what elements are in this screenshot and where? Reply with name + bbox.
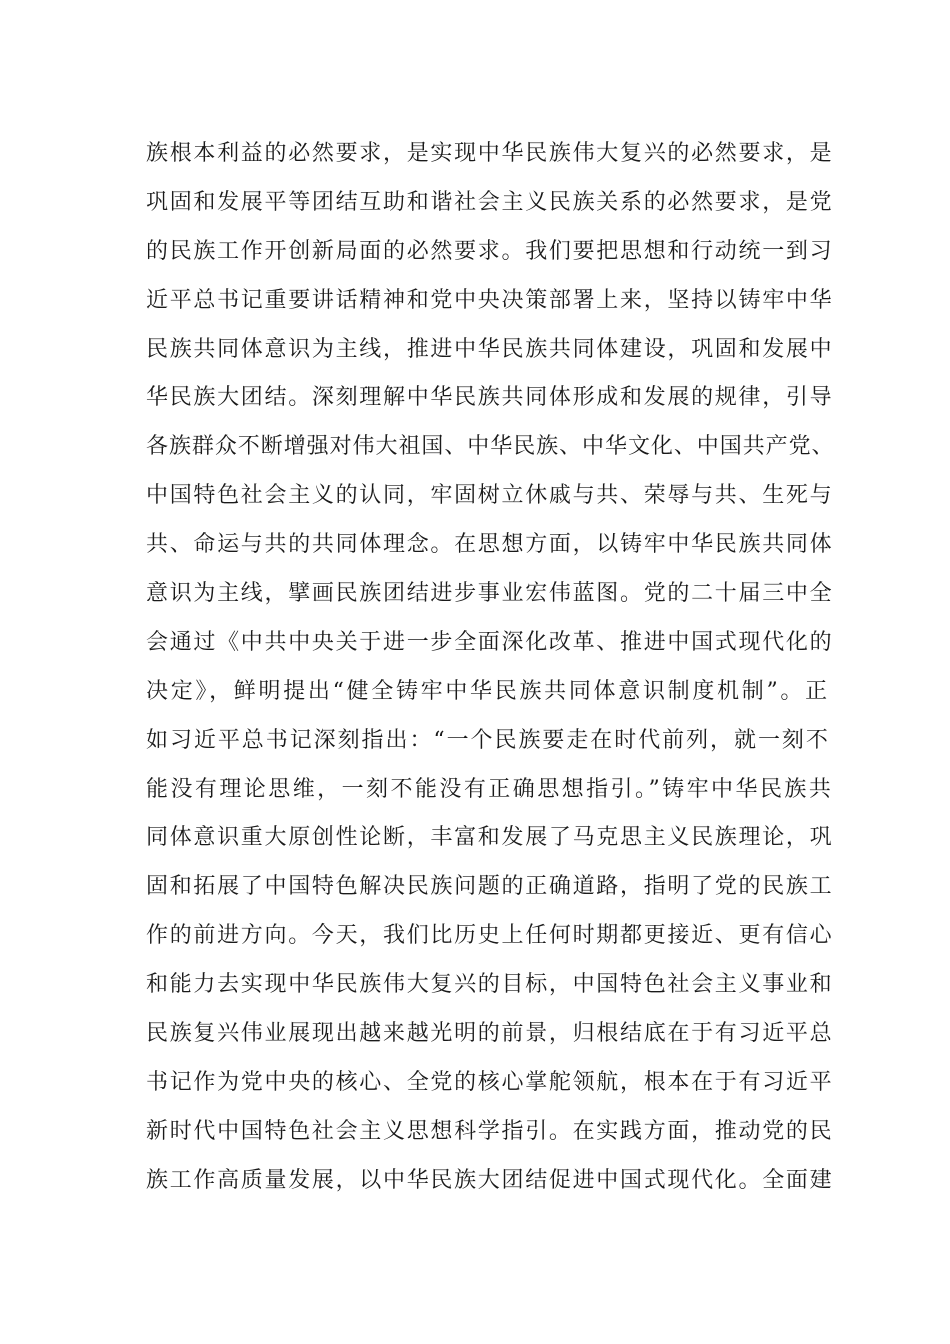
text-line: 各族群众不断增强对伟大祖国、中华民族、中华文化、中国共产党、 — [146, 434, 835, 460]
text-line: 会通过《中共中央关于进一步全面深化改革、推进中国式现代化的 — [146, 629, 834, 655]
text-line: 华民族大团结。深刻理解中华民族共同体形成和发展的规律，引导 — [146, 385, 834, 411]
text-line: 共、命运与共的共同体理念。在思想方面，以铸牢中华民族共同体 — [146, 532, 834, 558]
text-line: 作的前进方向。今天，我们比历史上任何时期都更接近、更有信心 — [146, 923, 834, 949]
text-line: 中国特色社会主义的认同，牢固树立休戚与共、荣辱与共、生死与 — [146, 483, 834, 509]
body-paragraph — [146, 130, 835, 1206]
text-line: 新时代中国特色社会主义思想科学指引。在实践方面，推动党的民 — [146, 1118, 834, 1144]
text-line: 固和拓展了中国特色解决民族问题的正确道路，指明了党的民族工 — [146, 874, 834, 900]
text-line: 意识为主线，擘画民族团结进步事业宏伟蓝图。党的二十届三中全 — [146, 581, 834, 607]
text-line: 族工作高质量发展，以中华民族大团结促进中国式现代化。全面建 — [146, 1167, 834, 1193]
text-line: 决定》，鲜明提出“健全铸牢中华民族共同体意识制度机制”。正 — [146, 678, 830, 704]
text-line: 近平总书记重要讲话精神和党中央决策部署上来，坚持以铸牢中华 — [146, 287, 834, 313]
text-line: 同体意识重大原创性论断，丰富和发展了马克思主义民族理论，巩 — [146, 825, 834, 851]
text-line: 和能力去实现中华民族伟大复兴的目标，中国特色社会主义事业和 — [146, 972, 834, 998]
text-line: 如习近平总书记深刻指出：“一个民族要走在时代前列，就一刻不 — [146, 727, 830, 753]
text-line: 民族共同体意识为主线，推进中华民族共同体建设，巩固和发展中 — [146, 336, 834, 362]
text-line: 巩固和发展平等团结互助和谐社会主义民族关系的必然要求，是党 — [146, 189, 834, 215]
text-line: 书记作为党中央的核心、全党的核心掌舵领航，根本在于有习近平 — [146, 1069, 834, 1095]
text-line: 民族复兴伟业展现出越来越光明的前景，归根结底在于有习近平总 — [146, 1021, 834, 1047]
text-line: 能没有理论思维，一刻不能没有正确思想指引。”铸牢中华民族共 — [146, 776, 834, 802]
text-line: 族根本利益的必然要求，是实现中华民族伟大复兴的必然要求，是 — [146, 141, 834, 166]
text-line: 的民族工作开创新局面的必然要求。我们要把思想和行动统一到习 — [146, 238, 834, 264]
